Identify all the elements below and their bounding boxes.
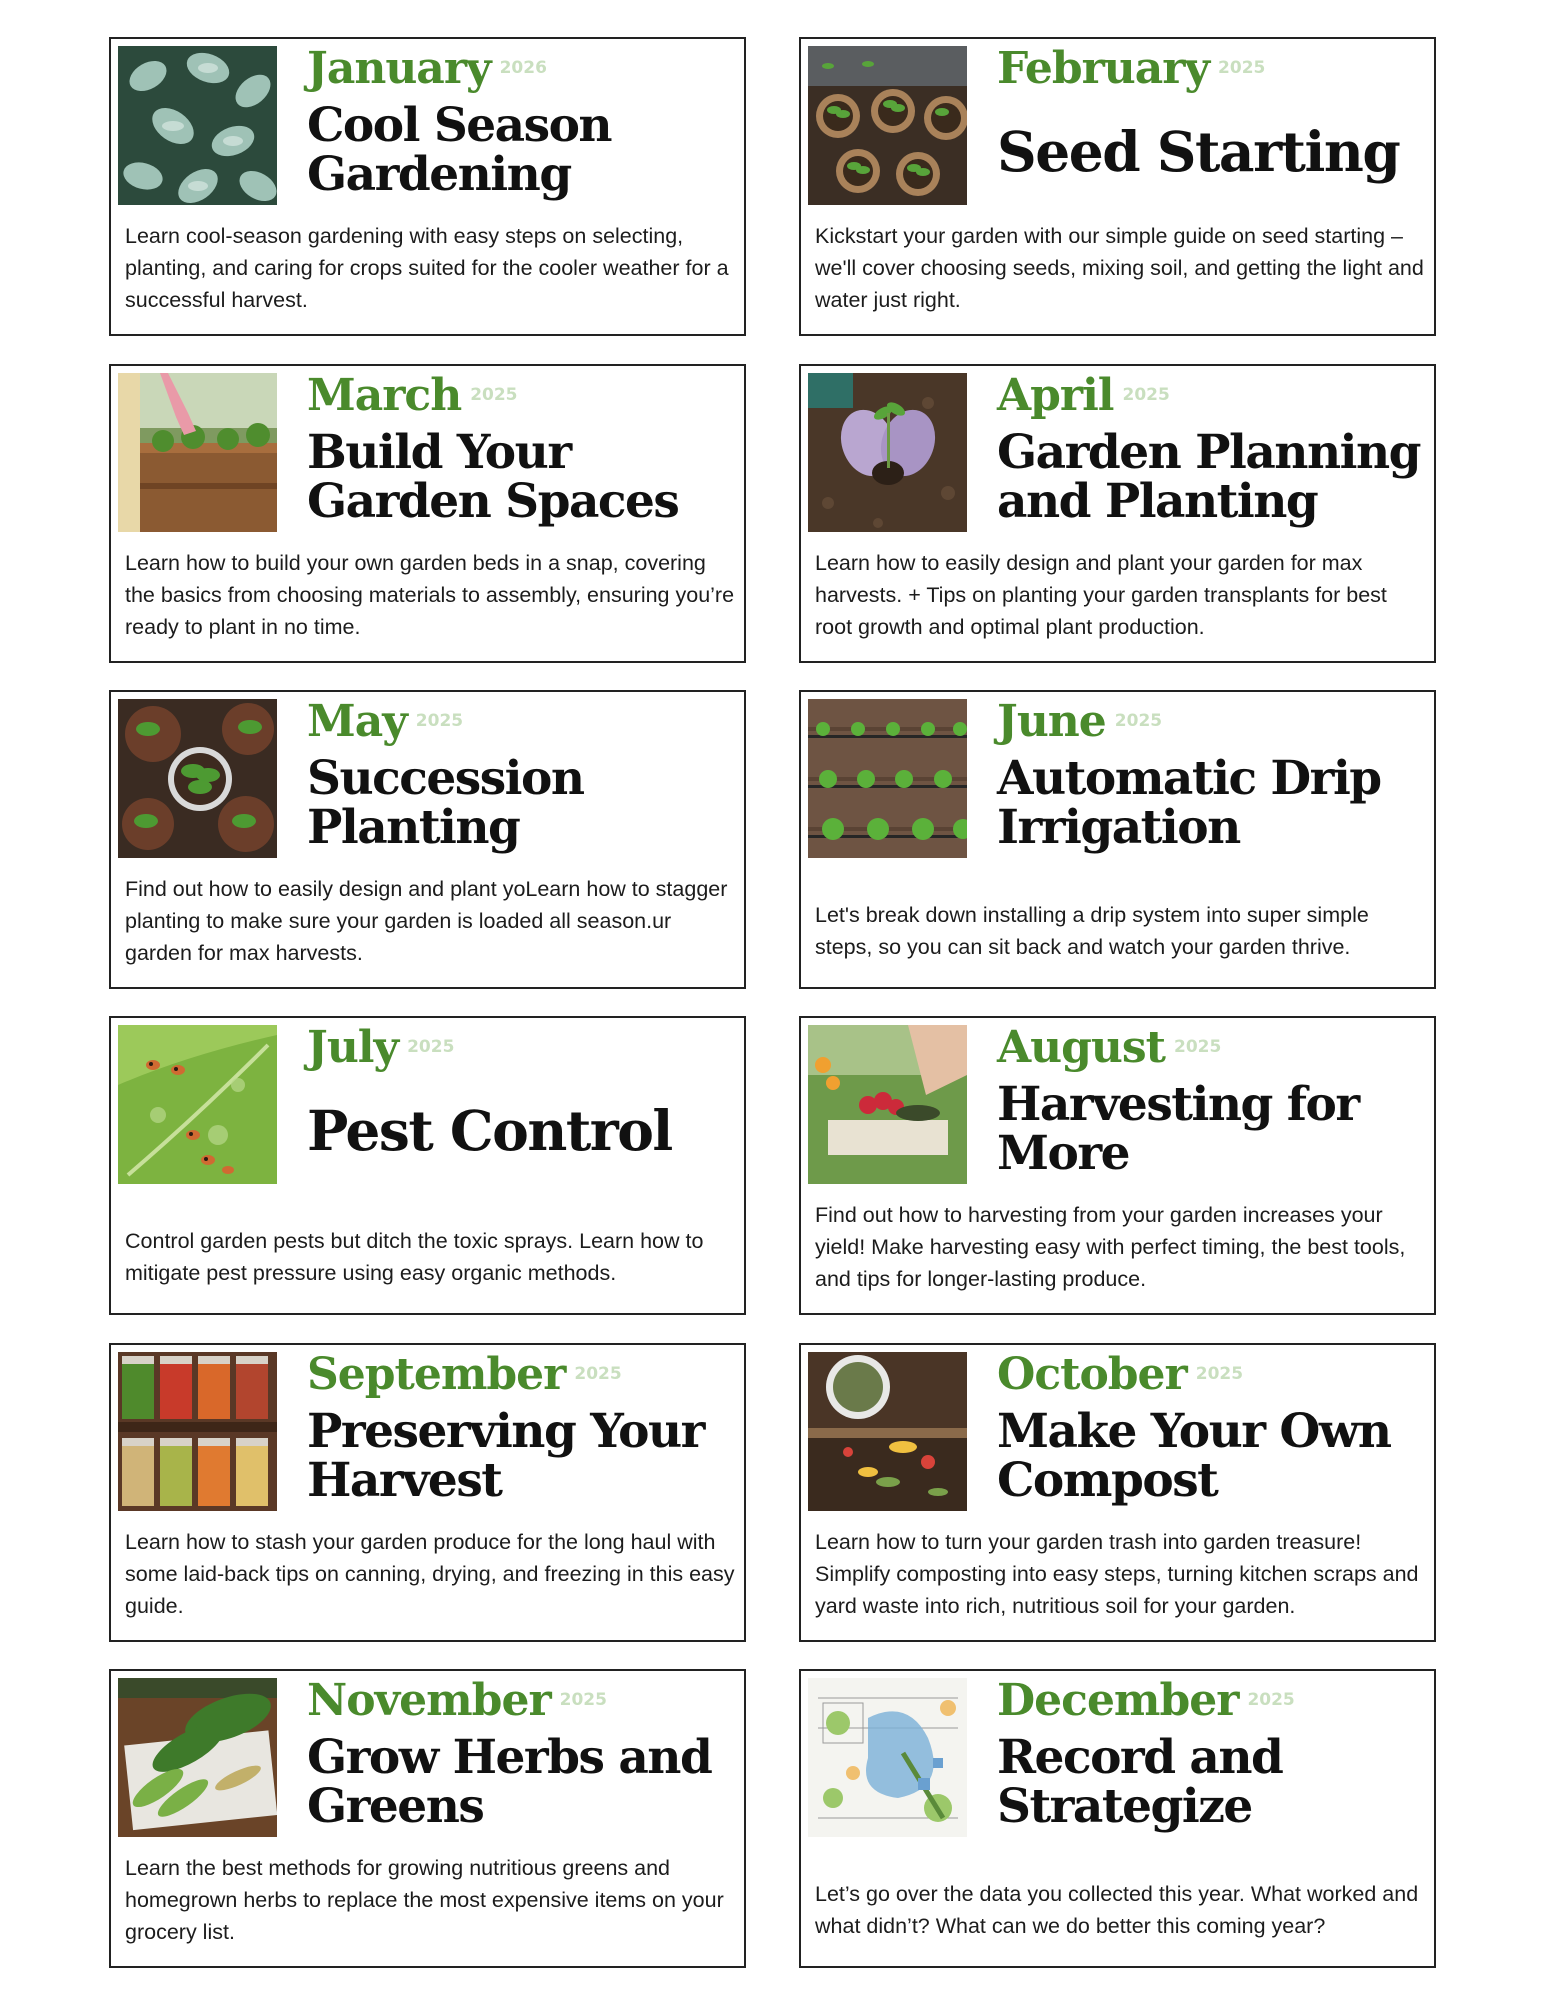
course-title-line: Greens <box>307 1779 484 1834</box>
course-card-july[interactable] <box>109 1016 746 1315</box>
year-label: 2025 <box>1247 1690 1295 1710</box>
course-card-december[interactable] <box>799 1669 1436 1968</box>
course-description: Learn cool-season gardening with easy steps on selecting, planting, and caring for crops suited for the cooler weather for a successful harvest. <box>125 224 729 312</box>
month-heading <box>997 1347 1426 1403</box>
course-description: Kickstart your garden with our simple guide on seed starting – we'll cover choosing seeds, mixing soil, and getting the light and water just right. <box>815 224 1424 312</box>
year-label: 2026 <box>499 58 547 78</box>
course-title-line: Gardening <box>307 147 571 202</box>
course-title-line: Make Your Own <box>997 1404 1391 1459</box>
month-label: June <box>997 696 1106 747</box>
course-description: Find out how to harvesting from your garden increases your yield! Make harvesting easy with perfect timing, the best tools, and tips for longer-lasting produce. <box>815 1203 1406 1291</box>
course-title <box>307 1404 738 1508</box>
course-card-august[interactable] <box>799 1016 1436 1315</box>
month-label: December <box>997 1675 1239 1726</box>
course-card-may[interactable] <box>109 690 746 989</box>
course-title <box>307 1100 738 1162</box>
month-label: February <box>997 43 1210 94</box>
year-label: 2025 <box>470 385 518 405</box>
year-label: 2025 <box>574 1364 622 1384</box>
seedling-pots-photo <box>808 46 967 205</box>
month-label: March <box>307 370 462 421</box>
month-heading <box>997 41 1426 97</box>
compost-bin-photo <box>808 1352 967 1511</box>
month-label: April <box>997 370 1114 421</box>
course-title <box>997 751 1428 855</box>
course-title-line: More <box>997 1126 1130 1181</box>
course-title <box>997 121 1428 183</box>
year-label: 2025 <box>1218 58 1266 78</box>
course-title-line: Garden Spaces <box>307 474 679 529</box>
course-title-line: Planting <box>307 800 520 855</box>
year-label: 2025 <box>1195 1364 1244 1384</box>
course-card-february[interactable] <box>799 37 1436 336</box>
course-title-line: Build Your <box>307 425 571 480</box>
year-label: 2025 <box>407 1037 455 1057</box>
course-title-line: Harvest <box>307 1453 502 1508</box>
month-label: September <box>307 1349 566 1400</box>
year-label: 2025 <box>1122 385 1170 405</box>
course-card-april[interactable] <box>799 364 1436 663</box>
course-title-line: Preserving Your <box>307 1404 704 1459</box>
herbs-and-greens-photo <box>118 1678 277 1837</box>
course-description: Learn the best methods for growing nutritious greens and homegrown herbs to replace the most expensive items on your grocery list. <box>125 1856 724 1944</box>
course-description: Learn how to build your own garden beds in a snap, covering the basics from choosing materials to assembly, ensuring you’re ready to plant in no time. <box>125 551 735 639</box>
course-description: Let’s go over the data you collected this year. What worked and what didn’t? What can we do better this coming year? <box>815 1882 1419 1938</box>
course-title-line: and Planting <box>997 474 1318 529</box>
course-title <box>997 1730 1428 1834</box>
course-title-line: Cool Season <box>307 98 612 153</box>
course-description: Control garden pests but ditch the toxic sprays. Learn how to mitigate pest pressure using easy organic methods. <box>125 1229 704 1285</box>
course-card-november[interactable] <box>109 1669 746 1968</box>
course-title-line: Strategize <box>997 1779 1252 1834</box>
course-title-line: Record and <box>997 1730 1283 1785</box>
course-card-june[interactable] <box>799 690 1436 989</box>
beetles-on-leaf-photo <box>118 1025 277 1184</box>
year-label: 2025 <box>1173 1037 1222 1057</box>
course-title-line: Pest Control <box>307 1098 672 1163</box>
year-label: 2025 <box>415 711 464 731</box>
course-description: Learn how to turn your garden trash into garden treasure! Simplify composting into easy steps, turning kitchen scraps and yard waste into rich, nutritious soil for your garden. <box>815 1530 1419 1618</box>
month-heading <box>307 1347 736 1403</box>
course-title-line: Seed Starting <box>997 119 1400 184</box>
course-title <box>997 1404 1428 1508</box>
course-title-line: Compost <box>997 1453 1218 1508</box>
month-heading <box>997 694 1426 750</box>
frosted-mint-leaves-photo <box>118 46 277 205</box>
month-heading <box>307 41 736 97</box>
month-heading <box>997 1673 1426 1729</box>
year-label: 2025 <box>1114 711 1163 731</box>
course-title <box>997 425 1428 529</box>
potted-plants-photo <box>118 699 277 858</box>
gloved-hands-planting-photo <box>808 373 967 532</box>
month-label: January <box>307 43 491 94</box>
course-title-line: Grow Herbs and <box>307 1730 712 1785</box>
month-label: July <box>307 1022 399 1073</box>
harvest-basket-photo <box>808 1025 967 1184</box>
garden-plan-sketch-photo <box>808 1678 967 1837</box>
month-heading <box>997 1020 1426 1076</box>
course-title-line: Automatic Drip <box>997 751 1381 806</box>
course-title <box>307 425 738 529</box>
raised-garden-bed-photo <box>118 373 277 532</box>
month-heading <box>997 368 1426 424</box>
course-title <box>307 751 738 855</box>
course-card-october[interactable] <box>799 1343 1436 1642</box>
course-description: Learn how to easily design and plant your garden for max harvests. + Tips on planting your garden transplants for best root growth and optimal plant production. <box>815 551 1387 639</box>
course-description: Let's break down installing a drip system into super simple steps, so you can sit back and watch your garden thrive. <box>815 903 1369 959</box>
month-heading <box>307 694 736 750</box>
month-heading <box>307 368 736 424</box>
course-title-line: Irrigation <box>997 800 1240 855</box>
month-label: October <box>997 1349 1187 1400</box>
month-label: November <box>307 1675 551 1726</box>
course-description: Learn how to stash your garden produce for the long haul with some laid-back tips on canning, drying, and freezing in this easy guide. <box>125 1530 735 1618</box>
course-title <box>997 1077 1428 1181</box>
month-label: August <box>997 1022 1165 1073</box>
canning-jars-photo <box>118 1352 277 1511</box>
course-card-september[interactable] <box>109 1343 746 1642</box>
course-description: Find out how to easily design and plant yoLearn how to stagger planting to make sure your garden is loaded all season.ur garden for max harvests. <box>125 877 728 965</box>
course-title-line: Harvesting for <box>997 1077 1359 1132</box>
course-title-line: Succession <box>307 751 584 806</box>
drip-irrigation-rows-photo <box>808 699 967 858</box>
month-heading <box>307 1020 736 1076</box>
year-label: 2025 <box>559 1690 607 1710</box>
month-heading <box>307 1673 736 1729</box>
course-card-march[interactable] <box>109 364 746 663</box>
course-card-january[interactable] <box>109 37 746 336</box>
course-title-line: Garden Planning <box>997 425 1421 480</box>
month-label: May <box>307 696 407 747</box>
course-title <box>307 98 738 202</box>
course-title <box>307 1730 738 1834</box>
